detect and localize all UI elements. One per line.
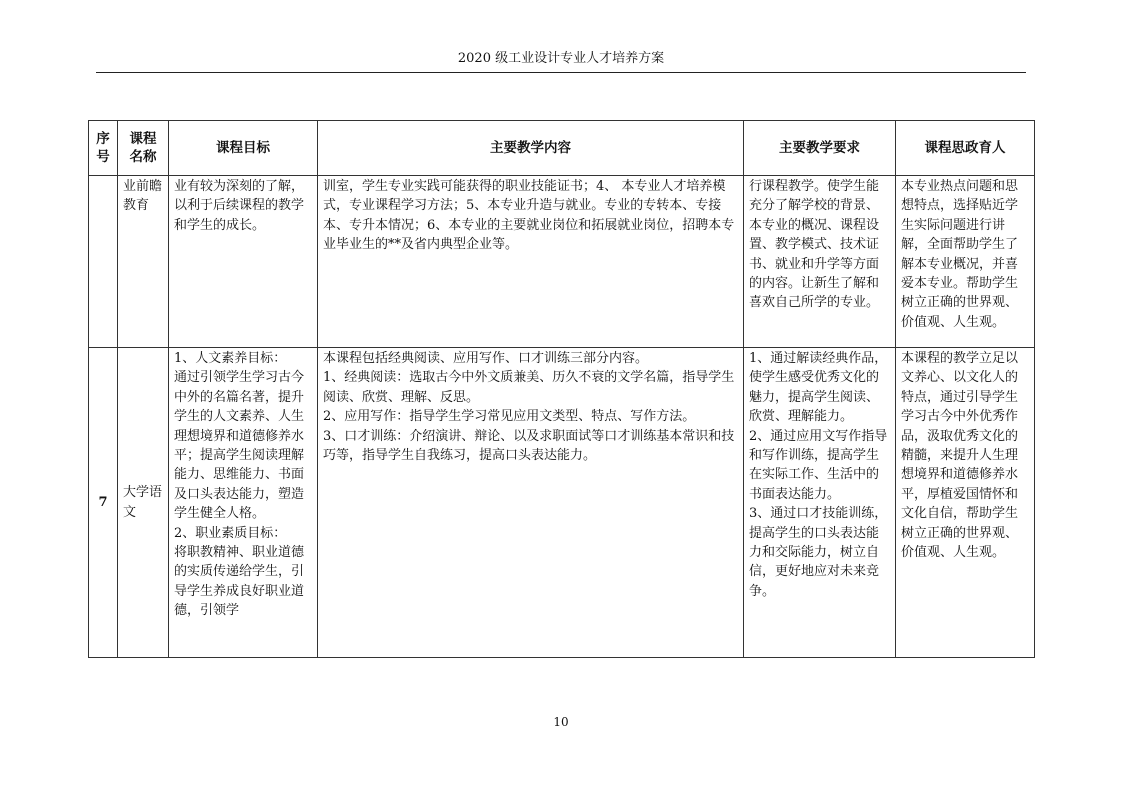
row-content: 本课程包括经典阅读、应用写作、口才训练三部分内容。 1、经典阅读：选取古今中外文质兼美、历久不衰的文学名篇，指导学生阅读、欣赏、理解、反思。 2、应用写作：指导学生学习常见应用文类型、特点、写作方法。 3、口才训练：介绍演讲、辩论、以及求职面试等口才训练基本常识和技巧等，指导学生自我练习，提高口头表达能力。 [318,348,744,658]
course-table [88,120,1035,658]
header-course-name: 课程 名称 [118,121,169,176]
row-course-name: 大学语 文 [118,348,169,658]
row-content: 训室，学生专业实践可能获得的职业技能证书；4、 本专业人才培养模式，专业课程学习方法；5、本专业升造与就业。专业的专转本、专接本、专升本情况；6、本专业的主要就业岗位和拓展就业岗位，招聘本专业毕业生的**及省内典型企业等。 [318,176,744,348]
table-row [89,348,1035,658]
header-main-content: 主要教学内容 [318,121,744,176]
row-ideology: 本专业热点问题和思想特点，选择贴近学生实际问题进行讲解，全面帮助学生了解本专业概况，并喜爱本专业。帮助学生树立正确的世界观、价值观、人生观。 [896,176,1035,348]
row-num [89,176,118,348]
header-seq: 序 号 [89,121,118,176]
row-goal: 业有较为深刻的了解，以利于后续课程的教学和学生的成长。 [169,176,318,348]
row-requirement: 行课程教学。使学生能充分了解学校的背景、本专业的概况、课程设置、教学模式、技术证书、就业和升学等方面的内容。让新生了解和喜欢自己所学的专业。 [744,176,896,348]
header-divider [96,72,1026,73]
page-header-title: 2020 级工业设计专业人才培养方案 [457,51,665,66]
page-number: 10 [553,715,569,729]
row-ideology: 本课程的教学立足以文养心、以文化人的特点，通过引导学生学习古今中外优秀作品，汲取优秀文化的精髓，来提升人生理想境界和道德修养水平，厚植爱国情怀和文化自信，帮助学生树立正确的世界观、价值观、人生观。 [896,348,1035,658]
table-row [89,176,1035,348]
header-main-requirement: 主要教学要求 [744,121,896,176]
header-ideology: 课程思政育人 [896,121,1035,176]
row-requirement: 1、通过解读经典作品，使学生感受优秀文化的魅力，提高学生阅读、欣赏、理解能力。 2、通过应用文写作指导和写作训练，提高学生在实际工作、生活中的书面表达能力。 3、通过口才技能训练，提高学生的口头表达能力和交际能力，树立自信，更好地应对未来竞争。 [744,348,896,658]
row-num: 7 [89,348,118,658]
header-course-goal: 课程目标 [169,121,318,176]
row-course-name: 业前瞻 教育 [118,176,169,348]
row-goal: 1、人文素养目标： 通过引领学生学习古今中外的名篇名著，提升学生的人文素养、人生理想境界和道德修养水平；提高学生阅读理解能力、思维能力、书面及口头表达能力，塑造学生健全人格。 2、职业素质目标： 将职教精神、职业道德的实质传递给学生，引导学生养成良好职业道德，引领学 [169,348,318,658]
table-header-row [89,121,1035,176]
